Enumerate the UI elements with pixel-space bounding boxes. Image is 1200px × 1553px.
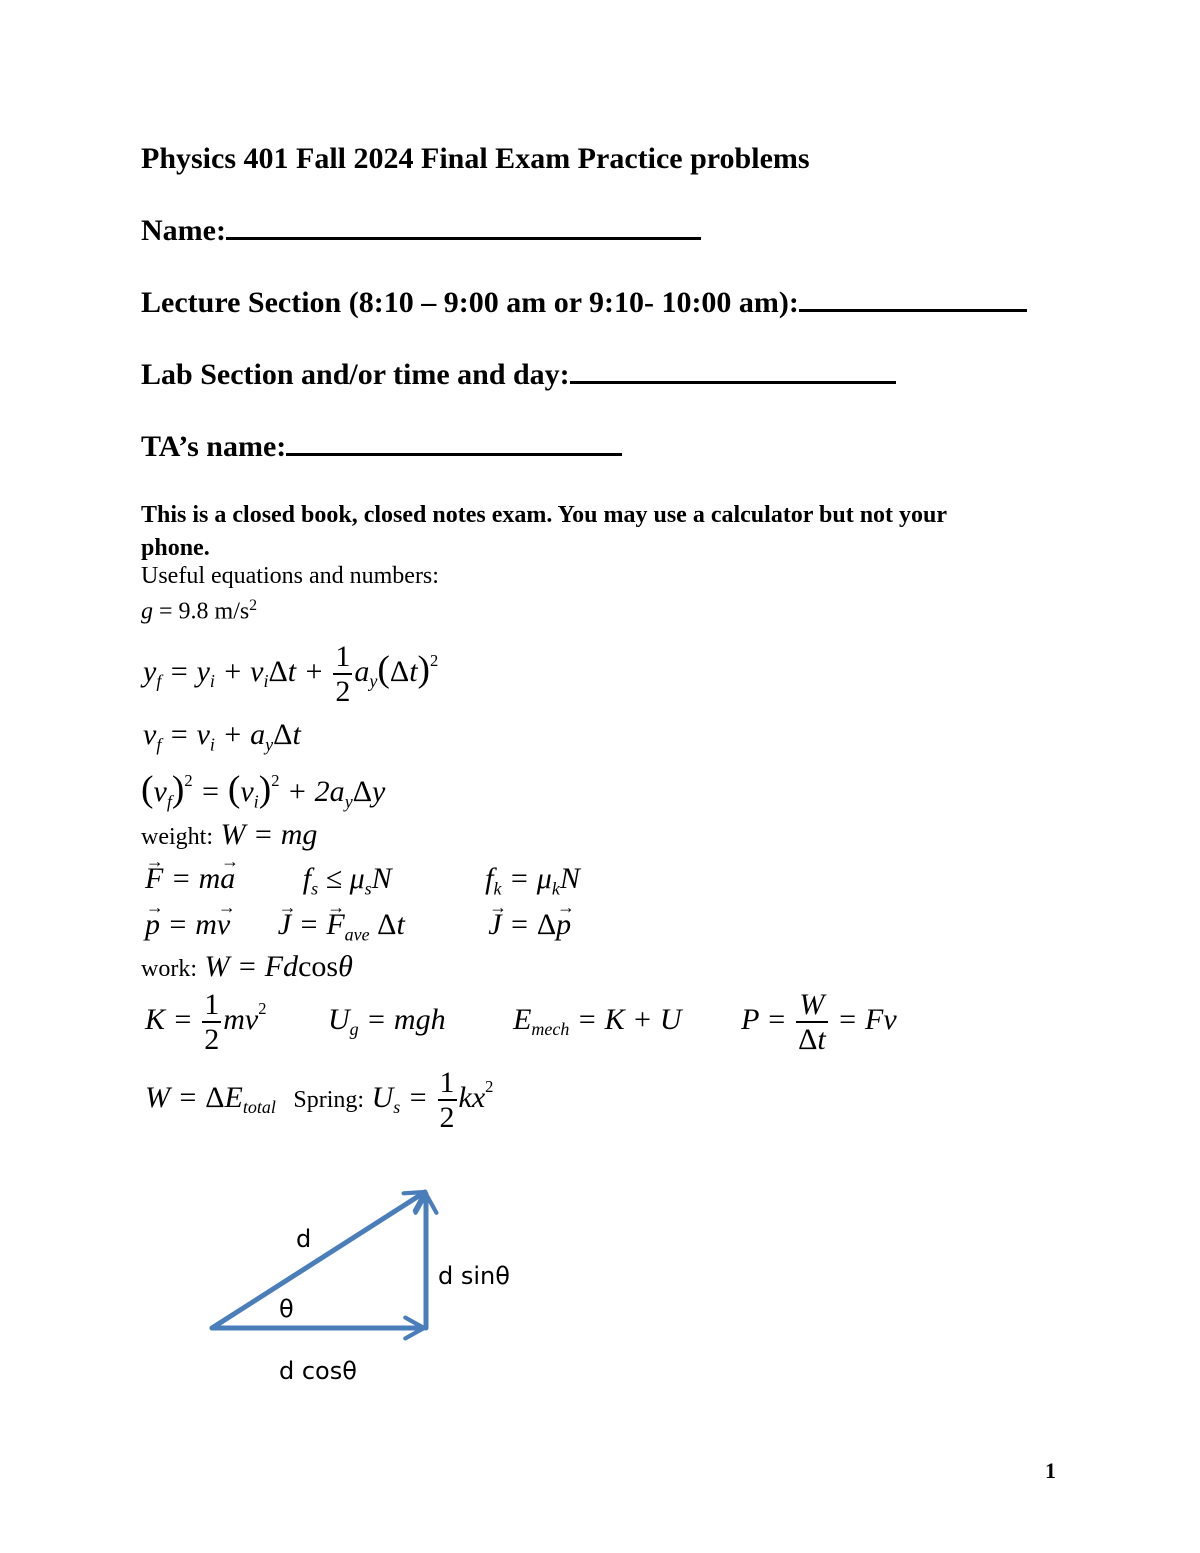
equation-gravity: g = 9.8 $m/s^2$ <box>141 597 258 625</box>
equation-force-friction: → F = m→ a $f_s \le \mu_sN$ $f_k = \mu_kN$ <box>145 862 580 899</box>
spring-label: Spring: <box>293 1086 365 1113</box>
equation-position: $y_f = y_i + v_i\Delta t$ + $\frac{1}{2}$ $a_y(\Delta t)^2$ <box>143 640 439 708</box>
equation-velocity: $v_f = v_i + a_y\Delta t$ <box>143 718 301 755</box>
equation-work-energy-spring: $W = \Delta E_{total}$ Spring: $U_s$ = $\frac{1}{2}$ $kx^2$ <box>145 1066 494 1134</box>
page-title: Physics 401 Fall 2024 Final Exam Practice problems <box>141 142 810 175</box>
instructions-line-1: This is a closed book, closed notes exam. You may use a calculator but not your <box>141 502 948 528</box>
hypotenuse-label: d <box>296 1225 312 1253</box>
angle-label: θ <box>279 1295 294 1323</box>
horizontal-side-label: d cosθ <box>279 1357 357 1385</box>
equation-velocity-squared: $(v_f)^2 = (v_i)^2 + 2a_y\Delta y$ <box>141 769 386 812</box>
ta-label: TA’s name: <box>141 430 287 463</box>
equation-weight: weight: W = mg <box>141 818 318 851</box>
work-label: work: <box>141 956 197 982</box>
equation-energy-power: K = $\frac{1}{2}$ $mv^2$ $U_g$ = mgh $E_{mech} = K + U$ P = $\frac{W}{\Delta t}$ = Fv <box>145 988 897 1056</box>
page-number: 1 <box>1045 1458 1056 1483</box>
equation-work: work: W = Fdcosθ <box>141 950 353 983</box>
lab-label: Lab Section and/or time and day: <box>141 358 570 391</box>
equation-momentum-impulse: → p = m→ v → J = → $F_{ave}$ Δt → J = Δ→ p <box>145 908 571 945</box>
lecture-label: Lecture Section (8:10 – 9:00 am or 9:10- 10:00 am): <box>141 286 799 319</box>
weight-label: weight: <box>141 824 213 850</box>
useful-equations-label: Useful equations and numbers: <box>141 563 439 589</box>
vertical-side-label: d sinθ <box>438 1262 510 1290</box>
name-label: Name: <box>141 214 226 247</box>
hypotenuse-arrow <box>212 1192 425 1328</box>
instructions-line-2: phone. <box>141 535 210 561</box>
